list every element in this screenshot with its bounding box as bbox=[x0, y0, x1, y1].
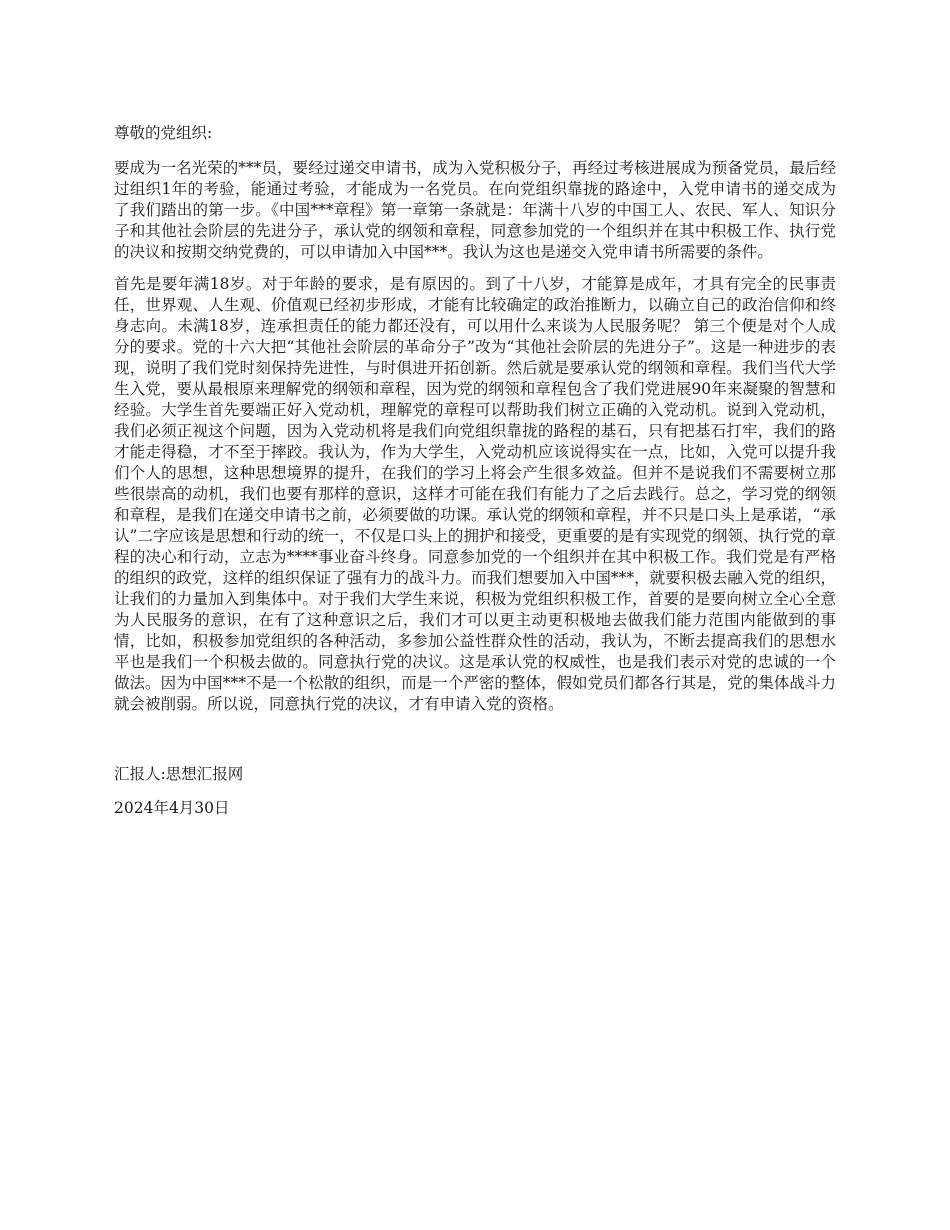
letter-date: 2024年4月30日 bbox=[114, 799, 230, 817]
body-paragraph-1: 要成为一名光荣的***员，要经过递交申请书，成为入党积极分子，再经过考核进展成为预备党员，最后经过组织1年的考验，能通过考验，才能成为一名党员。在向党组织靠拢的路途中，入党申请书的递交成为了我们踏出的第一步。《中国***章程》第一章第一条就是：年满十八岁的中国工人、农民、军人、知识分子和其他社会阶层的先进分子，承认党的纲领和章程，同意参加党的一个组织并在其中积极工作、执行党的决议和按期交纳党费的，可以申请加入中国***。我认为这也是递交入党申请书所需要的条件。 bbox=[114, 159, 836, 261]
signature-spacer bbox=[114, 726, 836, 764]
signature: 汇报人:思想汇报网 bbox=[114, 765, 244, 783]
body-paragraph-2: 首先是要年满18岁。对于年龄的要求，是有原因的。到了十八岁，才能算是成年，才具有完全的民事责任，世界观、人生观、价值观已经初步形成，才能有比较确定的政治推断力，以确立自己的政治信仰和终身志向。未满18岁，连承担责任的能力都还没有，可以用什么来谈为人民服务呢？ 第三个便是对个人成分的要求。党的十六大把“其他社会阶层的革命分子”改为“其他社会阶层的先进分子”。这是一种进步的表现，说明了我们党时刻保持先进性，与时俱进开拓创新。然后就是要承认党的纲领和章程。我们当代大学生入党，要从最根原来理解党的纲领和章程，因为党的纲领和章程包含了我们党进展90年来凝聚的智慧和经验。大学生首先要端正好入党动机，理解党的章程可以帮助我们树立正确的入党动机。说到入党动机，我们必须正视这个问题，因为入党动机将是我们向党组织靠拢的路程的基石，只有把基石打牢，我们的路才能走得稳，才不至于摔跤。我认为，作为大学生，入党动机应该说得实在一点，比如，入党可以提升我们个人的思想，这种思想境界的提升，在我们的学习上将会产生很多效益。但并不是说我们不需要树立那些很崇高的动机，我们也要有那样的意识，这样才可能在我们有能力了之后去践行。总之，学习党的纲领和章程，是我们在递交申请书之前，必须要做的功课。承认党的纲领和章程，并不只是口头上是承诺，“承认”二字应该是思想和行动的统一，不仅是口头上的拥护和接受，更重要的是有实现党的纲领、执行党的章程的决心和行动，立志为****事业奋斗终身。同意参加党的一个组织并在其中积极工作。我们党是有严格的组织的政党，这样的组织保证了强有力的战斗力。而我们想要加入中国***，就要积极去融入党的组织，让我们的力量加入到集体中。对于我们大学生来说，积极为党组织积极工作，首要的是要向树立全心全意为人民服务的意识，在有了这种意识之后，我们才可以更主动更积极地去做我们能力范围内能做到的事情，比如，积极参加党组织的各种活动，多参加公益性群众性的活动，我认为，不断去提高我们的思想水平也是我们一个积极去做的。同意执行党的决议。这是承认党的权威性，也是我们表示对党的忠诚的一个做法。因为中国***不是一个松散的组织，而是一个严密的整体，假如党员们都各行其是，党的集体战斗力就会被削弱。所以说，同意执行党的决议，才有申请入党的资格。 bbox=[114, 275, 836, 713]
letter-document bbox=[114, 123, 836, 819]
salutation: 尊敬的党组织: bbox=[114, 124, 213, 142]
